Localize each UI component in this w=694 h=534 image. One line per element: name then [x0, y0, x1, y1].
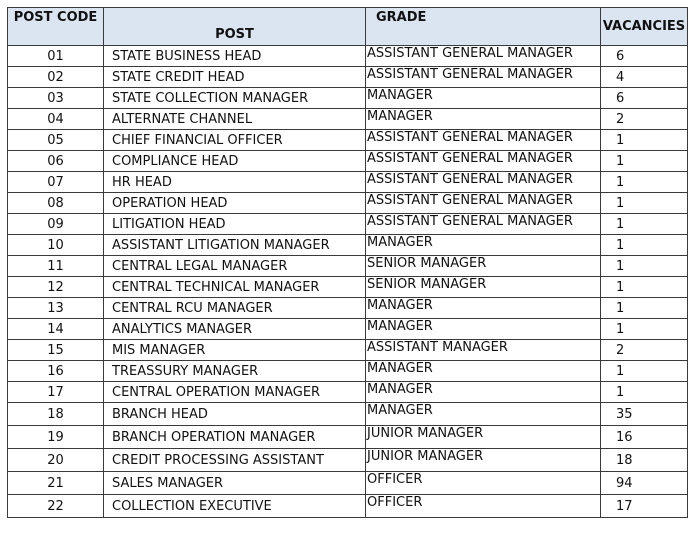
cell-vacancies: 2 — [601, 109, 688, 130]
cell-post: ASSISTANT LITIGATION MANAGER — [104, 235, 366, 256]
cell-grade: SENIOR MANAGER — [366, 277, 601, 298]
cell-post: OPERATION HEAD — [104, 193, 366, 214]
cell-post-code: 16 — [8, 361, 104, 382]
cell-post: HR HEAD — [104, 172, 366, 193]
cell-post-code: 11 — [8, 256, 104, 277]
table-row — [8, 235, 688, 256]
header-grade: GRADE — [366, 8, 601, 46]
cell-post: ALTERNATE CHANNEL — [104, 109, 366, 130]
table-row — [8, 151, 688, 172]
cell-vacancies: 1 — [601, 130, 688, 151]
cell-post-code: 05 — [8, 130, 104, 151]
table-row — [8, 472, 688, 495]
cell-post-code: 17 — [8, 382, 104, 403]
header-vacancies: VACANCIES — [601, 8, 688, 46]
cell-post: MIS MANAGER — [104, 340, 366, 361]
table-row — [8, 109, 688, 130]
cell-post: ANALYTICS MANAGER — [104, 319, 366, 340]
cell-grade: MANAGER — [366, 88, 601, 109]
cell-post-code: 13 — [8, 298, 104, 319]
table-row — [8, 193, 688, 214]
cell-post-code: 18 — [8, 403, 104, 426]
header-post-code: POST CODE — [8, 8, 104, 46]
cell-post: STATE CREDIT HEAD — [104, 67, 366, 88]
cell-vacancies: 1 — [601, 382, 688, 403]
cell-vacancies: 17 — [601, 495, 688, 518]
table-header — [8, 8, 688, 46]
cell-vacancies: 1 — [601, 298, 688, 319]
cell-vacancies: 16 — [601, 426, 688, 449]
cell-vacancies: 6 — [601, 46, 688, 67]
table-row — [8, 277, 688, 298]
cell-grade: ASSISTANT GENERAL MANAGER — [366, 214, 601, 235]
cell-post: BRANCH OPERATION MANAGER — [104, 426, 366, 449]
cell-grade: ASSISTANT GENERAL MANAGER — [366, 151, 601, 172]
cell-post-code: 21 — [8, 472, 104, 495]
cell-post: CENTRAL TECHNICAL MANAGER — [104, 277, 366, 298]
table-row — [8, 130, 688, 151]
table-row — [8, 319, 688, 340]
header-row — [8, 8, 688, 46]
cell-vacancies: 1 — [601, 277, 688, 298]
cell-vacancies: 1 — [601, 151, 688, 172]
cell-post-code: 06 — [8, 151, 104, 172]
cell-grade: MANAGER — [366, 298, 601, 319]
cell-post-code: 10 — [8, 235, 104, 256]
cell-post-code: 04 — [8, 109, 104, 130]
cell-post: CENTRAL OPERATION MANAGER — [104, 382, 366, 403]
cell-grade: ASSISTANT GENERAL MANAGER — [366, 193, 601, 214]
table-row — [8, 449, 688, 472]
table-row — [8, 361, 688, 382]
cell-vacancies: 18 — [601, 449, 688, 472]
cell-vacancies: 6 — [601, 88, 688, 109]
cell-post: CENTRAL LEGAL MANAGER — [104, 256, 366, 277]
cell-post-code: 12 — [8, 277, 104, 298]
table-row — [8, 67, 688, 88]
cell-grade: SENIOR MANAGER — [366, 256, 601, 277]
cell-post: TREASSURY MANAGER — [104, 361, 366, 382]
cell-vacancies: 1 — [601, 256, 688, 277]
cell-post-code: 02 — [8, 67, 104, 88]
cell-grade: JUNIOR MANAGER — [366, 449, 601, 472]
cell-vacancies: 2 — [601, 340, 688, 361]
cell-post-code: 20 — [8, 449, 104, 472]
cell-post-code: 22 — [8, 495, 104, 518]
table-row — [8, 426, 688, 449]
cell-vacancies: 1 — [601, 319, 688, 340]
cell-post: CHIEF FINANCIAL OFFICER — [104, 130, 366, 151]
cell-grade: MANAGER — [366, 403, 601, 426]
table-row — [8, 88, 688, 109]
cell-grade: ASSISTANT GENERAL MANAGER — [366, 67, 601, 88]
table-row — [8, 382, 688, 403]
cell-post-code: 15 — [8, 340, 104, 361]
header-post: POST — [104, 8, 366, 46]
cell-post: STATE COLLECTION MANAGER — [104, 88, 366, 109]
cell-post-code: 08 — [8, 193, 104, 214]
cell-vacancies: 94 — [601, 472, 688, 495]
table-row — [8, 214, 688, 235]
cell-grade: MANAGER — [366, 382, 601, 403]
cell-post-code: 07 — [8, 172, 104, 193]
cell-post-code: 09 — [8, 214, 104, 235]
cell-vacancies: 1 — [601, 172, 688, 193]
table-row — [8, 298, 688, 319]
cell-post-code: 03 — [8, 88, 104, 109]
cell-post: COMPLIANCE HEAD — [104, 151, 366, 172]
cell-post: CREDIT PROCESSING ASSISTANT — [104, 449, 366, 472]
cell-post-code: 14 — [8, 319, 104, 340]
vacancy-table — [7, 7, 688, 518]
cell-post: SALES MANAGER — [104, 472, 366, 495]
table-row — [8, 495, 688, 518]
cell-vacancies: 1 — [601, 235, 688, 256]
cell-grade: MANAGER — [366, 319, 601, 340]
table-row — [8, 340, 688, 361]
cell-grade: OFFICER — [366, 495, 601, 518]
cell-post: BRANCH HEAD — [104, 403, 366, 426]
cell-grade: JUNIOR MANAGER — [366, 426, 601, 449]
cell-post-code: 01 — [8, 46, 104, 67]
cell-vacancies: 1 — [601, 193, 688, 214]
cell-vacancies: 4 — [601, 67, 688, 88]
cell-vacancies: 1 — [601, 214, 688, 235]
cell-grade: OFFICER — [366, 472, 601, 495]
cell-post: CENTRAL RCU MANAGER — [104, 298, 366, 319]
table-row — [8, 46, 688, 67]
cell-post-code: 19 — [8, 426, 104, 449]
cell-grade: MANAGER — [366, 361, 601, 382]
table-row — [8, 172, 688, 193]
cell-grade: ASSISTANT MANAGER — [366, 340, 601, 361]
table-row — [8, 256, 688, 277]
cell-grade: MANAGER — [366, 235, 601, 256]
cell-post: STATE BUSINESS HEAD — [104, 46, 366, 67]
cell-vacancies: 1 — [601, 361, 688, 382]
cell-post: COLLECTION EXECUTIVE — [104, 495, 366, 518]
cell-vacancies: 35 — [601, 403, 688, 426]
cell-grade: ASSISTANT GENERAL MANAGER — [366, 130, 601, 151]
vacancy-table-container — [7, 7, 688, 518]
cell-grade: ASSISTANT GENERAL MANAGER — [366, 46, 601, 67]
table-body — [8, 46, 688, 518]
table-row — [8, 403, 688, 426]
cell-grade: MANAGER — [366, 109, 601, 130]
cell-post: LITIGATION HEAD — [104, 214, 366, 235]
cell-grade: ASSISTANT GENERAL MANAGER — [366, 172, 601, 193]
